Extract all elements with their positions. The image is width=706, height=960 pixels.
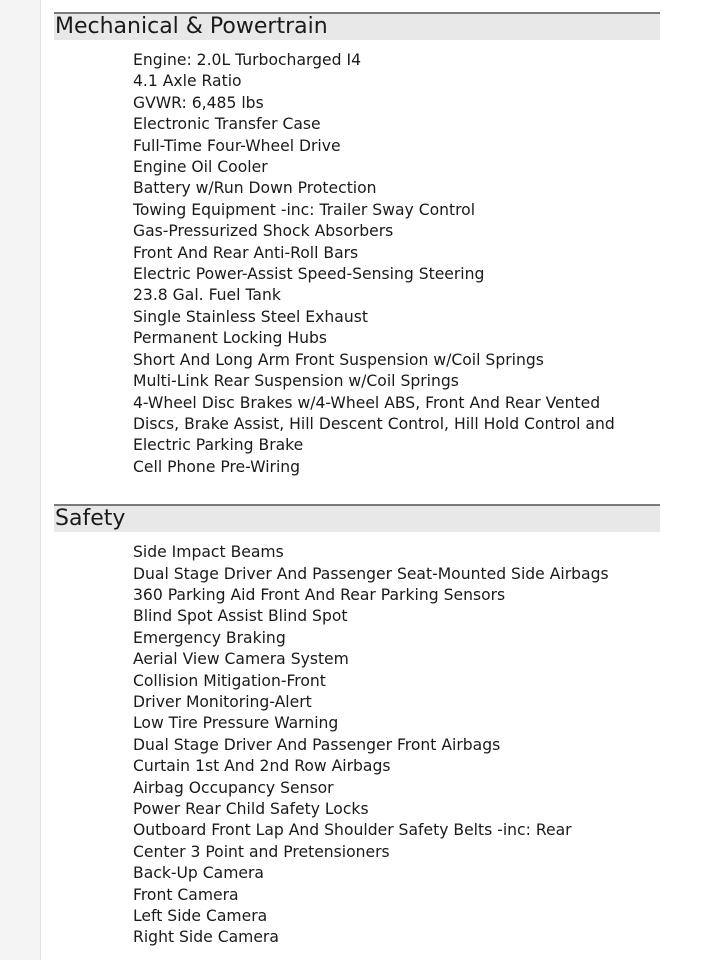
feature-item: Curtain 1st And 2nd Row Airbags bbox=[133, 757, 391, 776]
feature-item: Single Stainless Steel Exhaust bbox=[133, 307, 368, 326]
feature-item: Electric Power-Assist Speed-Sensing Steering bbox=[133, 265, 485, 284]
safety-list bbox=[54, 542, 660, 949]
feature-item: Electronic Transfer Case bbox=[133, 115, 321, 134]
feature-item: Driver Monitoring-Alert bbox=[133, 692, 312, 711]
feature-item: Airbag Occupancy Sensor bbox=[133, 778, 334, 797]
feature-item: Engine Oil Cooler bbox=[133, 158, 268, 177]
feature-item: Blind Spot Assist Blind Spot bbox=[133, 607, 348, 626]
feature-item: Outboard Front Lap And Shoulder Safety Belts -inc: Rear bbox=[133, 821, 572, 840]
feature-item: Back-Up Camera bbox=[133, 864, 264, 883]
feature-item: Front Camera bbox=[133, 885, 239, 904]
feature-item: Aerial View Camera System bbox=[133, 650, 349, 669]
feature-item: Short And Long Arm Front Suspension w/Coil Springs bbox=[133, 350, 544, 369]
mechanical-powertrain-list bbox=[54, 50, 660, 478]
left-rail bbox=[0, 0, 41, 960]
feature-item: Dual Stage Driver And Passenger Seat-Mounted Side Airbags bbox=[133, 564, 609, 583]
feature-item: Battery w/Run Down Protection bbox=[133, 179, 377, 198]
feature-item: 360 Parking Aid Front And Rear Parking Sensors bbox=[133, 585, 506, 604]
feature-item: GVWR: 6,485 lbs bbox=[133, 93, 264, 112]
feature-item: Side Impact Beams bbox=[133, 543, 284, 562]
feature-item: 4.1 Axle Ratio bbox=[133, 72, 242, 91]
feature-item: Cell Phone Pre-Wiring bbox=[133, 457, 301, 476]
feature-item: Emergency Braking bbox=[133, 628, 286, 647]
feature-item: Multi-Link Rear Suspension w/Coil Springs bbox=[133, 372, 459, 391]
feature-item: 4-Wheel Disc Brakes w/4-Wheel ABS, Front And Rear Vented bbox=[133, 393, 601, 412]
feature-item: Towing Equipment -inc: Trailer Sway Control bbox=[133, 200, 476, 219]
features-content bbox=[54, 0, 660, 949]
feature-item: Electric Parking Brake bbox=[133, 436, 304, 455]
feature-item: Discs, Brake Assist, Hill Descent Control, Hill Hold Control and bbox=[133, 414, 615, 433]
feature-item: Left Side Camera bbox=[133, 907, 268, 926]
feature-item: Power Rear Child Safety Locks bbox=[133, 800, 369, 818]
feature-item: Engine: 2.0L Turbocharged I4 bbox=[133, 51, 362, 69]
feature-item: Gas-Pressurized Shock Absorbers bbox=[133, 222, 394, 241]
feature-item: Center 3 Point and Pretensioners bbox=[133, 842, 390, 861]
feature-item: Collision Mitigation-Front bbox=[133, 671, 326, 690]
feature-item: 23.8 Gal. Fuel Tank bbox=[133, 286, 281, 305]
section-header-mechanical-powertrain: Mechanical & Powertrain bbox=[54, 12, 660, 40]
feature-item: Right Side Camera bbox=[133, 928, 279, 947]
feature-item: Permanent Locking Hubs bbox=[133, 329, 328, 348]
section-header-safety: Safety bbox=[54, 504, 660, 532]
feature-item: Front And Rear Anti-Roll Bars bbox=[133, 243, 359, 262]
feature-item: Dual Stage Driver And Passenger Front Airbags bbox=[133, 735, 501, 754]
feature-item: Low Tire Pressure Warning bbox=[133, 714, 339, 733]
feature-item: Full-Time Four-Wheel Drive bbox=[133, 136, 341, 155]
